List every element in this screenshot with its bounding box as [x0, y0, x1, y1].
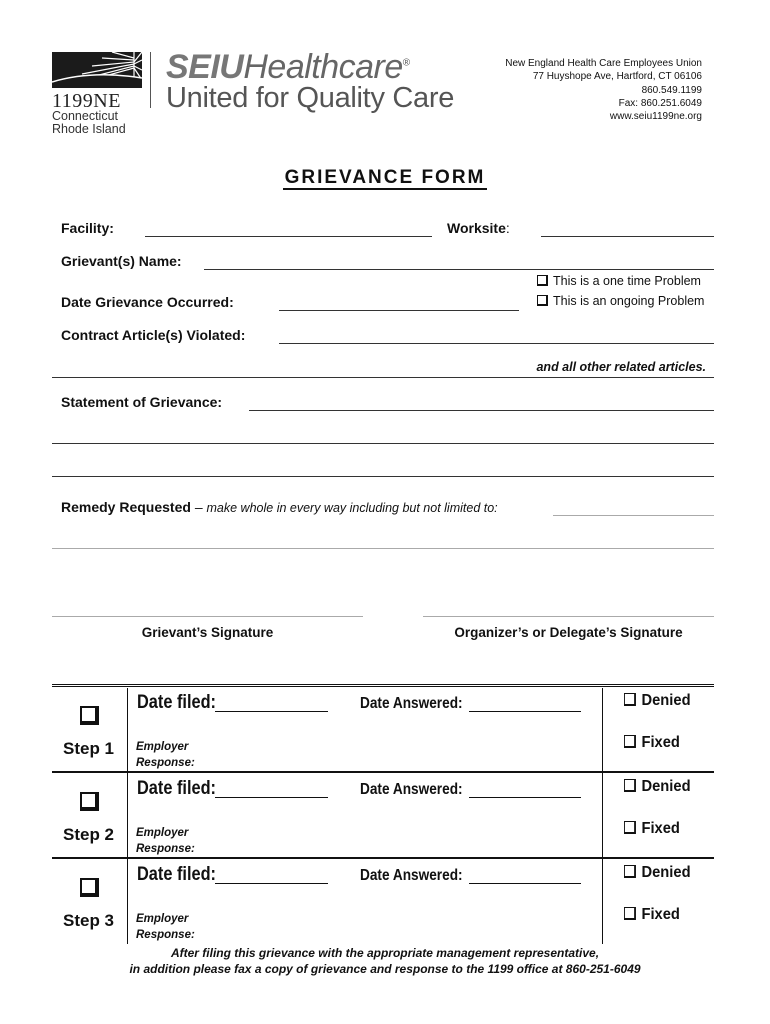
checkbox-icon — [537, 275, 548, 286]
date-occurred-label: Date Grievance Occurred: — [61, 294, 234, 310]
employer-response-label: Employer Response: — [136, 827, 195, 855]
footer-line: After filing this grievance with the appropriate management representative, — [170, 946, 600, 960]
date-answered-field[interactable] — [469, 711, 581, 712]
registered-mark: ® — [402, 57, 410, 69]
footer-line: in addition please fax a copy of grievance and response to the 1199 office at 860-251-6049 — [129, 961, 641, 976]
checkbox-icon — [624, 907, 636, 920]
statement-field[interactable] — [249, 410, 714, 411]
checkbox-icon — [624, 779, 636, 792]
date-filed-field[interactable] — [215, 883, 328, 884]
fixed-checkbox[interactable]: Fixed — [624, 906, 680, 924]
denied-checkbox[interactable]: Denied — [624, 864, 691, 882]
employer-response-label: Employer Response: — [136, 913, 195, 941]
brand-bold: SEIU — [166, 48, 244, 86]
checkbox-icon — [624, 821, 636, 834]
organizer-signature-label: Organizer’s or Delegate’s Signature — [454, 625, 683, 640]
checkbox-icon — [624, 693, 636, 706]
steps-table-divider — [602, 688, 603, 944]
address-line: New England Health Care Employees Union — [505, 58, 702, 69]
statement-label: Statement of Grievance: — [61, 394, 223, 410]
address-line: 77 Huyshope Ave, Hartford, CT 06106 — [532, 71, 702, 83]
fixed-checkbox[interactable]: Fixed — [624, 734, 680, 752]
steps-row-divider — [52, 771, 714, 773]
step-label: Step 1 — [63, 739, 115, 758]
facility-label: Facility: — [61, 220, 114, 236]
remedy-label: Remedy Requested – make whole in every way including but not limited to: — [61, 499, 498, 515]
date-answered-label: Date Answered: — [360, 695, 463, 712]
step-checkbox-icon[interactable] — [80, 792, 99, 811]
statement-line-2[interactable] — [52, 443, 714, 444]
union-address — [505, 57, 702, 123]
date-filed-label: Date filed: — [137, 778, 216, 799]
step-label: Step 3 — [63, 911, 115, 930]
brand-light: Healthcare — [243, 48, 403, 86]
logo-number: 1199NE — [52, 90, 121, 112]
address-line: Fax: 860.251.6049 — [618, 97, 702, 109]
steps-table-top — [52, 684, 714, 687]
statement-line-3[interactable] — [52, 476, 714, 477]
union-logo-mark — [52, 52, 142, 88]
brand-tagline: United for Quality Care — [166, 82, 455, 114]
logo-states — [52, 110, 126, 136]
address-line: 860.549.1199 — [641, 84, 702, 96]
logo-state: Connecticut — [52, 109, 119, 123]
steps-table-divider — [127, 688, 128, 944]
footer-note — [0, 946, 770, 977]
date-answered-label: Date Answered: — [360, 867, 463, 884]
logo-state: Rhode Island — [52, 122, 126, 136]
checkbox-icon — [624, 735, 636, 748]
contract-article-line-2[interactable] — [52, 377, 714, 378]
date-occurred-field[interactable] — [279, 310, 519, 311]
logo-divider — [150, 52, 151, 108]
one-time-problem-checkbox[interactable]: This is a one time Problem — [537, 274, 701, 288]
steps-row-divider — [52, 857, 714, 859]
step-checkbox-icon[interactable] — [80, 878, 99, 897]
grievant-signature-label: Grievant’s Signature — [141, 625, 274, 640]
contract-article-label: Contract Article(s) Violated: — [61, 327, 246, 343]
denied-checkbox[interactable]: Denied — [624, 692, 691, 710]
ongoing-problem-checkbox[interactable]: This is an ongoing Problem — [537, 294, 704, 308]
step-label: Step 2 — [63, 825, 115, 844]
related-articles-note: and all other related articles. — [536, 360, 706, 374]
step-checkbox-icon[interactable] — [80, 706, 99, 725]
date-answered-label: Date Answered: — [360, 781, 463, 798]
date-filed-field[interactable] — [215, 711, 328, 712]
form-title: GRIEVANCE FORM — [284, 167, 486, 188]
address-line: www.seiu1199ne.org — [609, 111, 702, 123]
employer-response-label: Employer Response: — [136, 741, 195, 769]
contract-article-field[interactable] — [279, 343, 714, 344]
grievant-name-label: Grievant(s) Name: — [61, 253, 182, 269]
date-filed-label: Date filed: — [137, 692, 216, 713]
remedy-line-2[interactable] — [52, 548, 714, 549]
facility-field[interactable] — [145, 236, 432, 237]
date-filed-field[interactable] — [215, 797, 328, 798]
fixed-checkbox[interactable]: Fixed — [624, 820, 680, 838]
date-answered-field[interactable] — [469, 883, 581, 884]
grievant-name-field[interactable] — [204, 269, 714, 270]
date-filed-label: Date filed: — [137, 864, 216, 885]
checkbox-icon — [537, 295, 548, 306]
organizer-signature-field[interactable] — [423, 616, 714, 617]
worksite-field[interactable] — [541, 236, 714, 237]
checkbox-icon — [624, 865, 636, 878]
denied-checkbox[interactable]: Denied — [624, 778, 691, 796]
date-answered-field[interactable] — [469, 797, 581, 798]
worksite-label: Worksite: — [447, 220, 510, 236]
grievant-signature-field[interactable] — [52, 616, 363, 617]
remedy-field[interactable] — [553, 515, 714, 516]
sunburst-logo-icon — [52, 52, 142, 88]
